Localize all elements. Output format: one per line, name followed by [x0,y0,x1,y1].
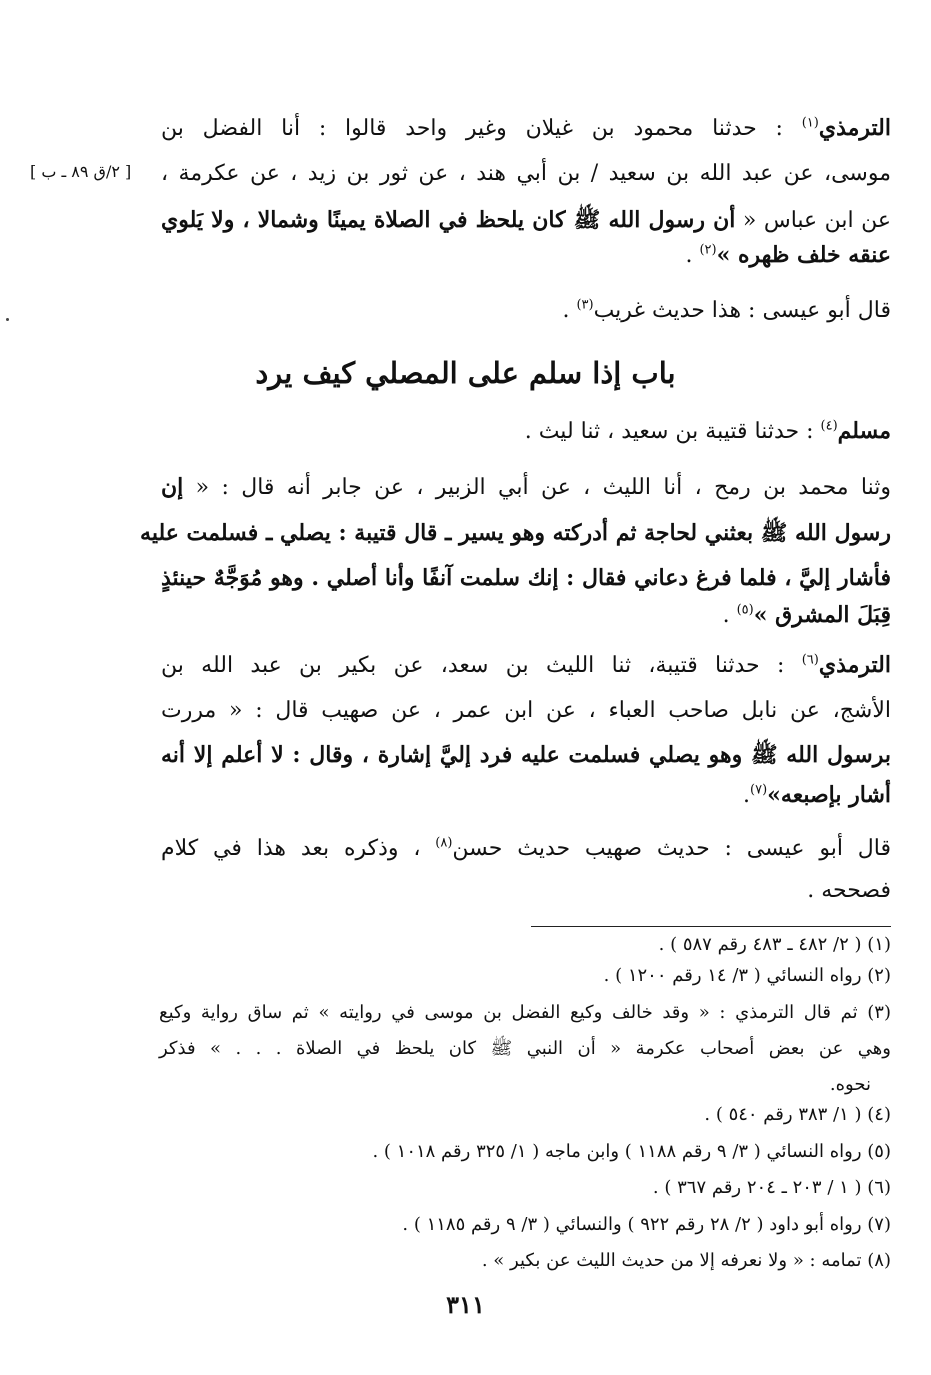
paragraph-6-line-1 [161,834,891,864]
footnote-ref: (١) [801,115,819,131]
text-segment: عن ابن عباس « [735,208,891,233]
text-segment: ، وذكره بعد هذا في كلام [161,836,436,861]
text-segment: : حدثنا قتيبة، ثنا الليث بن سعد، عن بكير بن عبد الله بن [161,653,802,678]
text-segment: : حدثنا قتيبة بن سعيد ، ثنا ليث . [524,419,821,444]
text-segment: قال أبو عيسى : هذا حديث غريب [593,298,891,323]
footnote-ref: (٣) [576,297,594,313]
footnote-3-line-1: (٣) ثم قال الترمذي : « وقد خالف وكيع الفضل بن موسى في روايته » ثم ساق رواية وكيع [159,1002,891,1023]
hadith-text: أن رسول الله ﷺ كان يلحظ في الصلاة يمينًا وشمالا ، ولا يَلوي [161,207,736,233]
footnote-1: (١) ( ٢/ ٤٨٢ ـ ٤٨٣ رقم ٥٨٧ ) . [658,934,891,955]
hadith-text: أشار بإصبعه» [767,782,891,808]
footnote-ref: (٢) [699,242,717,258]
text-segment: . [685,243,700,268]
footnote-5: (٥) رواه النسائي ( ٣/ ٩ رقم ١١٨٨ ) وابن ماجه ( ١/ ٣٢٥ رقم ١٠١٨ ) . [372,1141,891,1162]
footnote-ref: (٨) [435,835,453,851]
footnote-ref: (٧) [750,782,768,798]
paragraph-3 [525,416,891,447]
page-number: ٣١١ [446,1290,485,1319]
paragraph-6-line-2: فصححه . [807,878,891,903]
text-segment: . [562,298,577,323]
text-segment: قال أبو عيسى : حديث صهيب حديث حسن [452,836,891,861]
paragraph-5-line-2: الأشج، عن نابل صاحب العباء ، عن ابن عمر ، عن صهيب قال : « مررت [161,698,891,723]
hadith-text: عنقه خلف ظهره » [716,242,891,268]
text-segment: . [722,603,737,628]
paragraph-1-line-2: موسى، عن عبد الله بن سعيد / بن أبي هند ، عن ثور بن زيد ، عن عكرمة ، [161,161,891,186]
text-segment: وثنا محمد بن رمح ، أنا الليث ، عن أبي الزبير ، عن جابر أنه قال : « [183,475,891,500]
paragraph-1-line-3 [161,205,891,236]
source-name: الترمذي [818,652,891,678]
footnote-divider [531,926,891,927]
paragraph-1-line-4 [685,240,891,271]
footnote-7: (٧) رواه أبو داود ( ٢/ ٢٨ رقم ٩٢٢ ) والنسائي ( ٣/ ٩ رقم ١١٨٥ ) . [402,1214,891,1235]
paragraph-4-line-4 [723,600,891,631]
footnote-ref: (٤) [820,418,838,434]
hadith-text: إن [161,474,184,500]
source-name: الترمذي [818,115,891,141]
paragraph-5-line-4 [743,780,891,811]
footnote-3-line-2: وهي عن بعض أصحاب عكرمة « أن النبي ﷺ كان يلحظ في الصلاة . . . » فذكر [159,1038,891,1059]
chapter-heading: باب إذا سلم على المصلي كيف يرد [255,356,676,390]
paragraph-4-line-2: رسول الله ﷺ بعثني لحاجة ثم أدركته وهو يسير ـ قال قتيبة : يصلي ـ فسلمت عليه [140,520,891,546]
paragraph-2 [562,296,891,326]
paragraph-4-line-3: فأشار إليَّ ، فلما فرغ دعاني فقال : إنك سلمت آنفًا وأنا أصلي . وهو مُوَجَّهٌ حينئذٍ [161,565,891,591]
text-segment: . [743,783,751,808]
footnote-ref: (٥) [736,602,754,618]
footnote-6: (٦) ( ١ / ٢٠٣ ـ ٢٠٤ رقم ٣٦٧ ) . [652,1177,891,1198]
hadith-text: قِبَلَ المشرق » [753,602,891,628]
scan-edge-mark [6,318,9,321]
paragraph-5-line-1 [161,650,891,681]
source-name: مسلم [837,418,891,444]
footnote-2: (٢) رواه النسائي ( ٣/ ١٤ رقم ١٢٠٠ ) . [603,965,891,986]
paragraph-1-line-1 [161,113,891,144]
footnote-ref: (٦) [801,652,819,668]
text-segment: : حدثنا محمود بن غيلان وغير واحد قالوا : أنا الفضل بن [161,116,802,141]
paragraph-5-line-3: برسول الله ﷺ وهو يصلي فسلمت عليه فرد إليَّ إشارة ، وقال : لا أعلم إلا أنه [161,742,891,768]
footnote-3-line-3: نحوه. [829,1074,871,1095]
paragraph-4-line-1 [161,472,891,503]
footnote-4: (٤) ( ١/ ٣٨٣ رقم ٥٤٠ ) . [704,1104,891,1125]
manuscript-margin-note: [ ٢/ق ٨٩ ـ ب ] [30,162,132,181]
footnote-8: (٨) تمامه : « ولا نعرفه إلا من حديث الليث عن بكير » . [481,1250,891,1271]
